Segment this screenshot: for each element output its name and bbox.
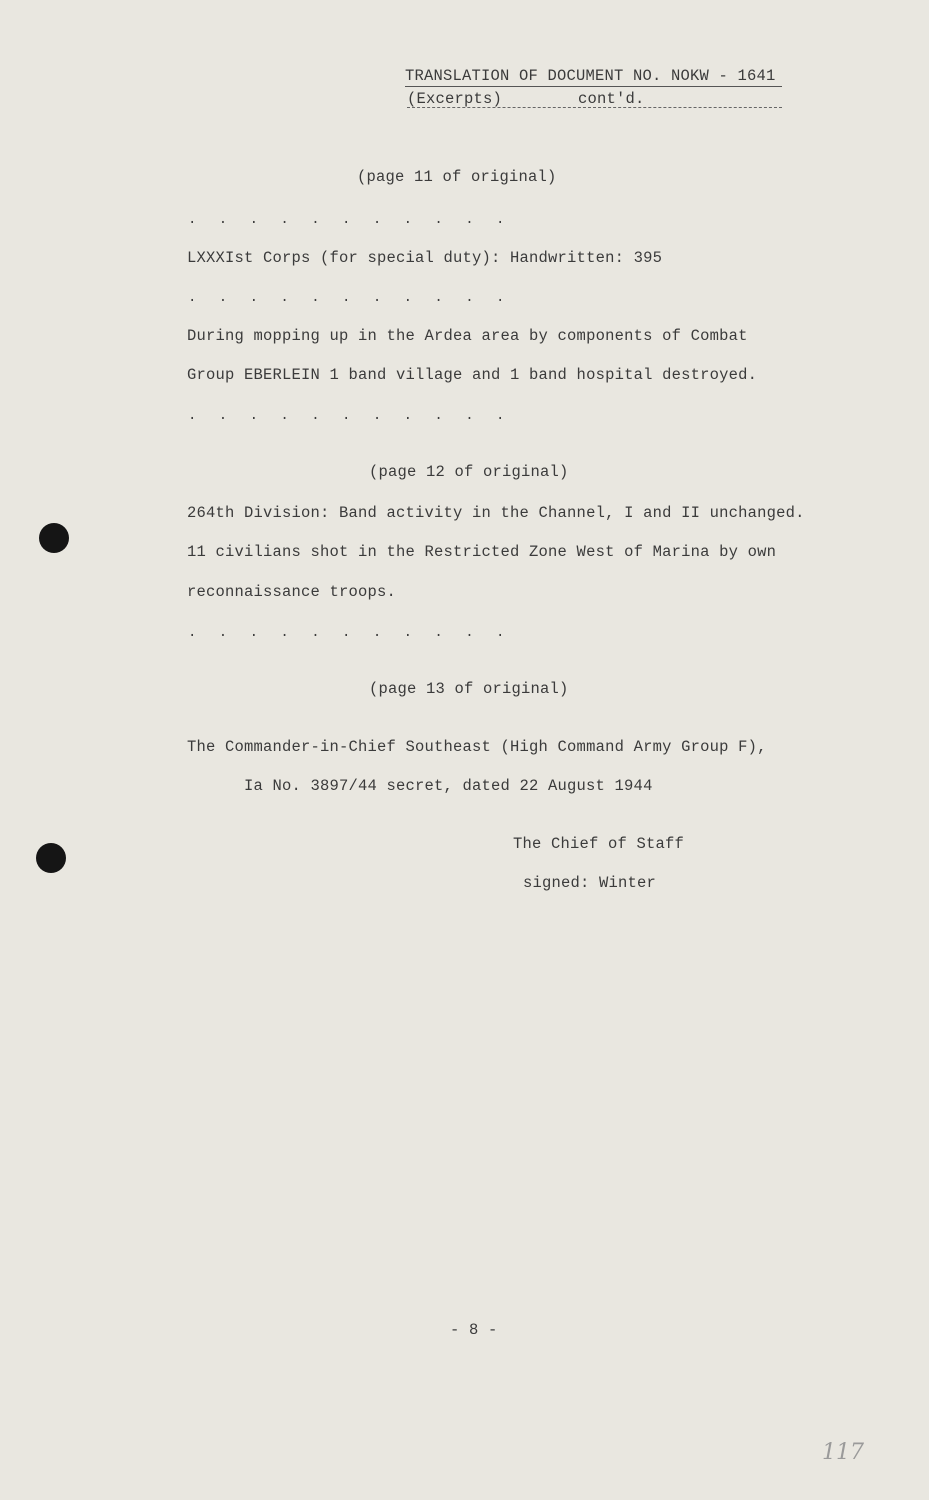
page-13-label: (page 13 of original) [369,680,569,698]
division-264-line-1: 264th Division: Band activity in the Channel, I and II unchanged. [187,504,805,522]
commander-line-2: Ia No. 3897/44 secret, dated 22 August 1944 [244,777,653,795]
page-number: - 8 - [450,1321,498,1339]
ellipsis-dots-4: . . . . . . . . . . . [188,625,512,641]
mopping-up-line-2: Group EBERLEIN 1 band village and 1 band hospital destroyed. [187,366,758,384]
page-12-label: (page 12 of original) [369,463,569,481]
ellipsis-dots-1: . . . . . . . . . . . [188,212,512,228]
continued-label: cont'd. [578,90,645,108]
chief-of-staff: The Chief of Staff [513,835,685,853]
division-264-line-3: reconnaissance troops. [187,583,397,601]
mopping-up-line-1: During mopping up in the Ardea area by components of Combat [187,327,748,345]
title-underline [405,86,782,87]
page-11-label: (page 11 of original) [357,168,557,186]
signature-line: signed: Winter [523,874,657,892]
handwritten-page-number: 117 [822,1440,864,1465]
division-264-line-2: 11 civilians shot in the Restricted Zone West of Marina by own [187,543,777,561]
subtitle-rule [407,107,782,108]
ellipsis-dots-2: . . . . . . . . . . . [188,290,512,306]
punch-hole-top [39,523,69,553]
lxxxi-corps-line: LXXXIst Corps (for special duty): Handwritten: 395 [187,249,663,267]
ellipsis-dots-3: . . . . . . . . . . . [188,408,512,424]
document-title: TRANSLATION OF DOCUMENT NO. NOKW - 1641 [405,67,776,85]
excerpts-label: (Excerpts) [407,90,503,108]
commander-line-1: The Commander-in-Chief Southeast (High Command Army Group F), [187,738,767,756]
punch-hole-bottom [36,843,66,873]
